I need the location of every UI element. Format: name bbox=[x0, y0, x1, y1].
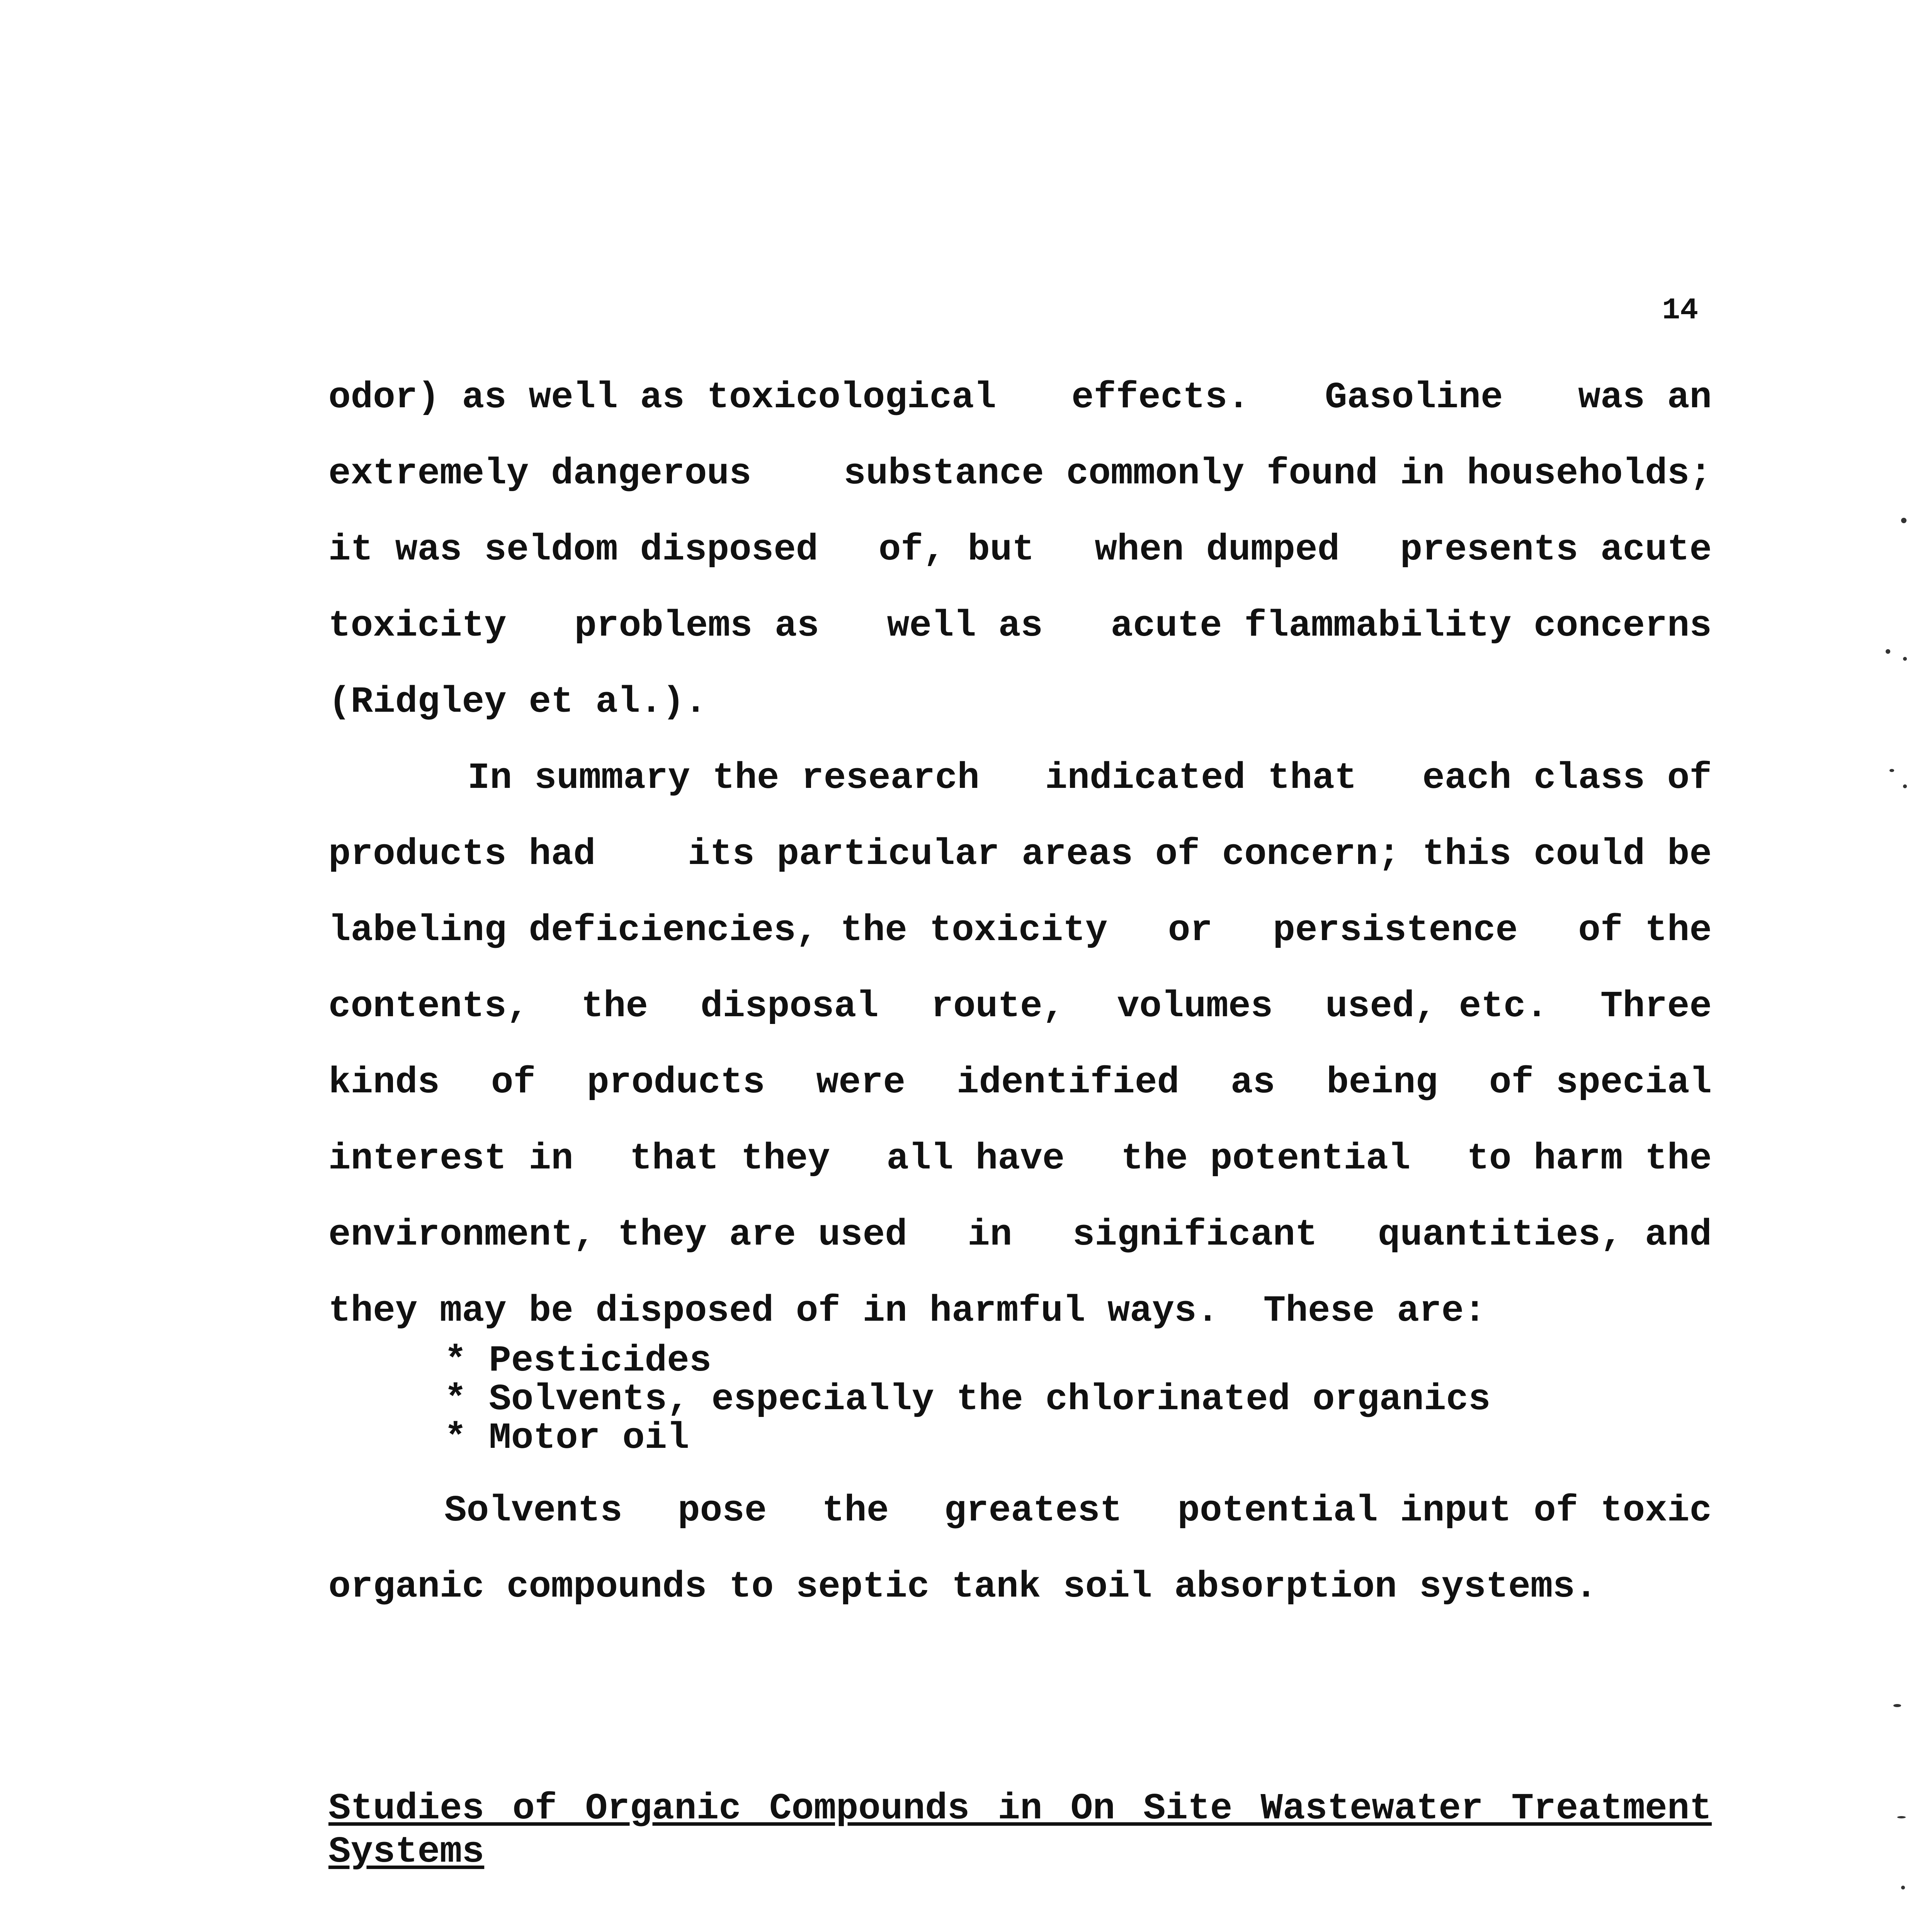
list-item: * Motor oil bbox=[444, 1417, 689, 1459]
scan-speck bbox=[1897, 1816, 1906, 1818]
text-line: Solvents pose the greatest potential input of toxic bbox=[444, 1490, 1712, 1532]
text-line: In summary the research indicated that each class of bbox=[468, 757, 1712, 799]
scan-speck bbox=[1901, 518, 1906, 523]
scan-speck bbox=[1893, 1704, 1901, 1707]
list-item: * Solvents, especially the chlorinated organics bbox=[444, 1378, 1491, 1420]
section-heading: Studies of Organic Compounds in On Site Wastewater Treatment Systems bbox=[328, 1787, 1712, 1873]
page-body bbox=[328, 359, 1712, 1932]
scan-speck bbox=[1889, 769, 1894, 772]
scan-speck bbox=[1903, 784, 1907, 788]
paragraph bbox=[328, 359, 1712, 740]
text-line: environment, they are used in significant quantities, and bbox=[328, 1214, 1712, 1256]
scan-speck bbox=[1903, 657, 1907, 661]
text-line: contents, the disposal route, volumes used, etc. Three bbox=[328, 985, 1712, 1027]
text-line: (Ridgley et al.). bbox=[328, 681, 707, 723]
text-line: it was seldom disposed of, but when dumped presents acute bbox=[328, 529, 1712, 571]
text-line: odor) as well as toxicological effects. Gasoline was an bbox=[328, 376, 1712, 418]
bullet-list bbox=[328, 1341, 1712, 1457]
scan-speck bbox=[1901, 1886, 1905, 1889]
list-item: * Pesticides bbox=[444, 1339, 712, 1382]
text-line: products had its particular areas of concern; this could be bbox=[328, 833, 1712, 875]
text-line: toxicity problems as well as acute flammability concerns bbox=[328, 605, 1712, 647]
text-line: they may be disposed of in harmful ways. These are: bbox=[328, 1290, 1486, 1332]
text-line: interest in that they all have the potential to harm the bbox=[328, 1138, 1712, 1180]
text-line: organic compounds to septic tank soil absorption systems. bbox=[328, 1566, 1597, 1608]
paragraph bbox=[328, 740, 1712, 1349]
section-heading-block bbox=[328, 1787, 1712, 1874]
scan-speck bbox=[1886, 649, 1890, 654]
text-line: labeling deficiencies, the toxicity or persistence of the bbox=[328, 909, 1712, 951]
text-line: extremely dangerous substance commonly found in households; bbox=[328, 452, 1712, 495]
text-line: kinds of products were identified as being of special bbox=[328, 1061, 1712, 1104]
page-number: 14 bbox=[1662, 294, 1698, 328]
paragraph bbox=[328, 1473, 1712, 1625]
